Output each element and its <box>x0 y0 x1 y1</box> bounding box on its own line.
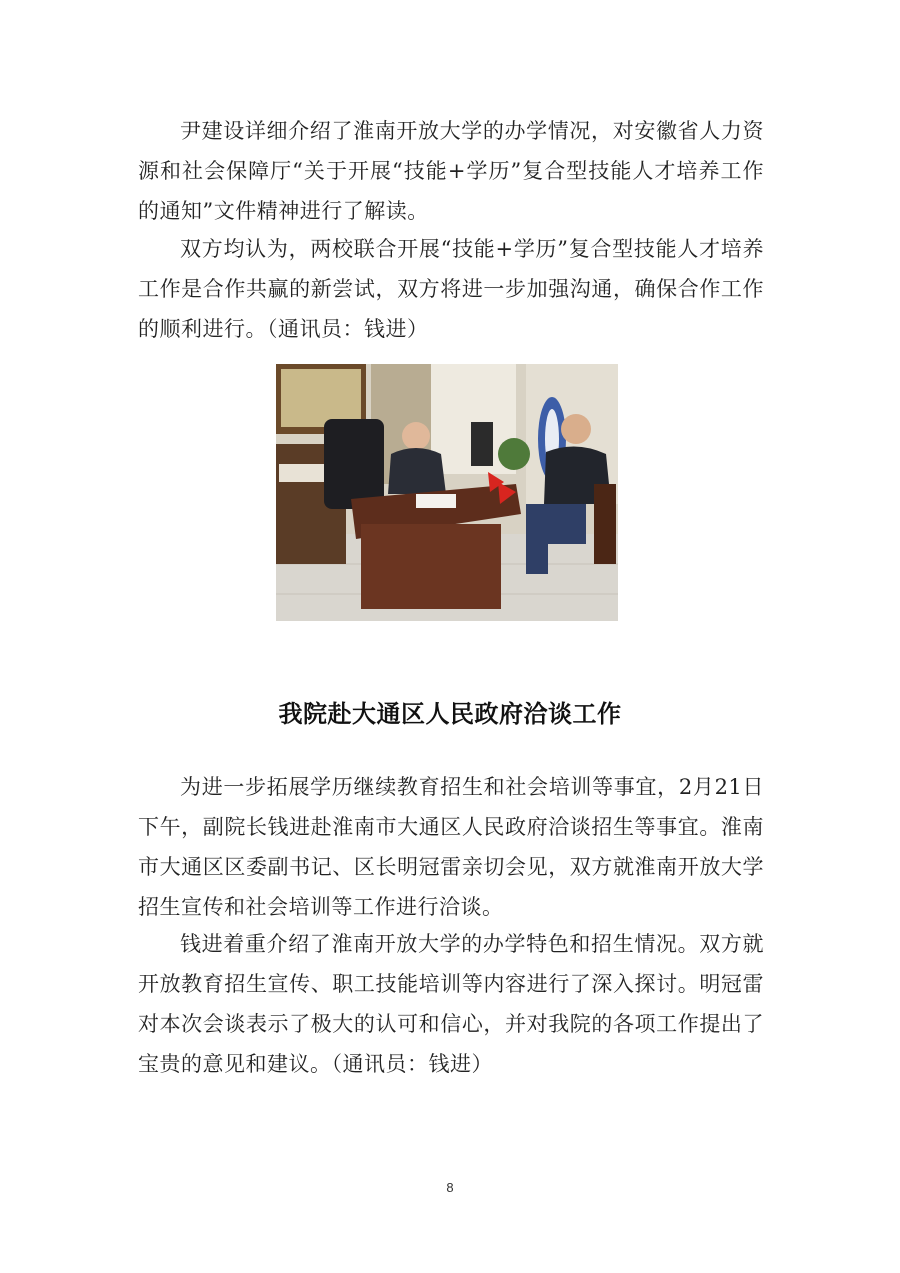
article1-paragraph-1: 尹建设详细介绍了淮南开放大学的办学情况，对安徽省人力资源和社会保障厅“关于开展“技能+学历”复合型技能人才培养工作的通知”文件精神进行了解读。 <box>138 119 764 223</box>
article2-paragraph-1: 为进一步拓展学历继续教育招生和社会培训等事宜，2月21日下午，副院长钱进赴淮南市大通区人民政府洽谈招生等事宜。淮南市大通区区委副书记、区长明冠雷亲切会见，双方就淮南开放大学招生宣传和社会培训等工作进行洽谈。 <box>138 775 764 919</box>
meeting-photo <box>276 364 618 621</box>
article2-paragraph-2: 钱进着重介绍了淮南开放大学的办学特色和招生情况。双方就开放教育招生宣传、职工技能培训等内容进行了深入探讨。明冠雷对本次会谈表示了极大的认可和信心，并对我院的各项工作提出了宝贵的意见和建议。（通讯员：钱进） <box>138 932 764 1076</box>
page-number: 8 <box>446 1180 454 1195</box>
article2-title: 我院赴大通区人民政府洽谈工作 <box>278 699 622 728</box>
article1-paragraph-2: 双方均认为，两校联合开展“技能+学历”复合型技能人才培养工作是合作共赢的新尝试，双方将进一步加强沟通，确保合作工作的顺利进行。（通讯员：钱进） <box>138 237 764 341</box>
